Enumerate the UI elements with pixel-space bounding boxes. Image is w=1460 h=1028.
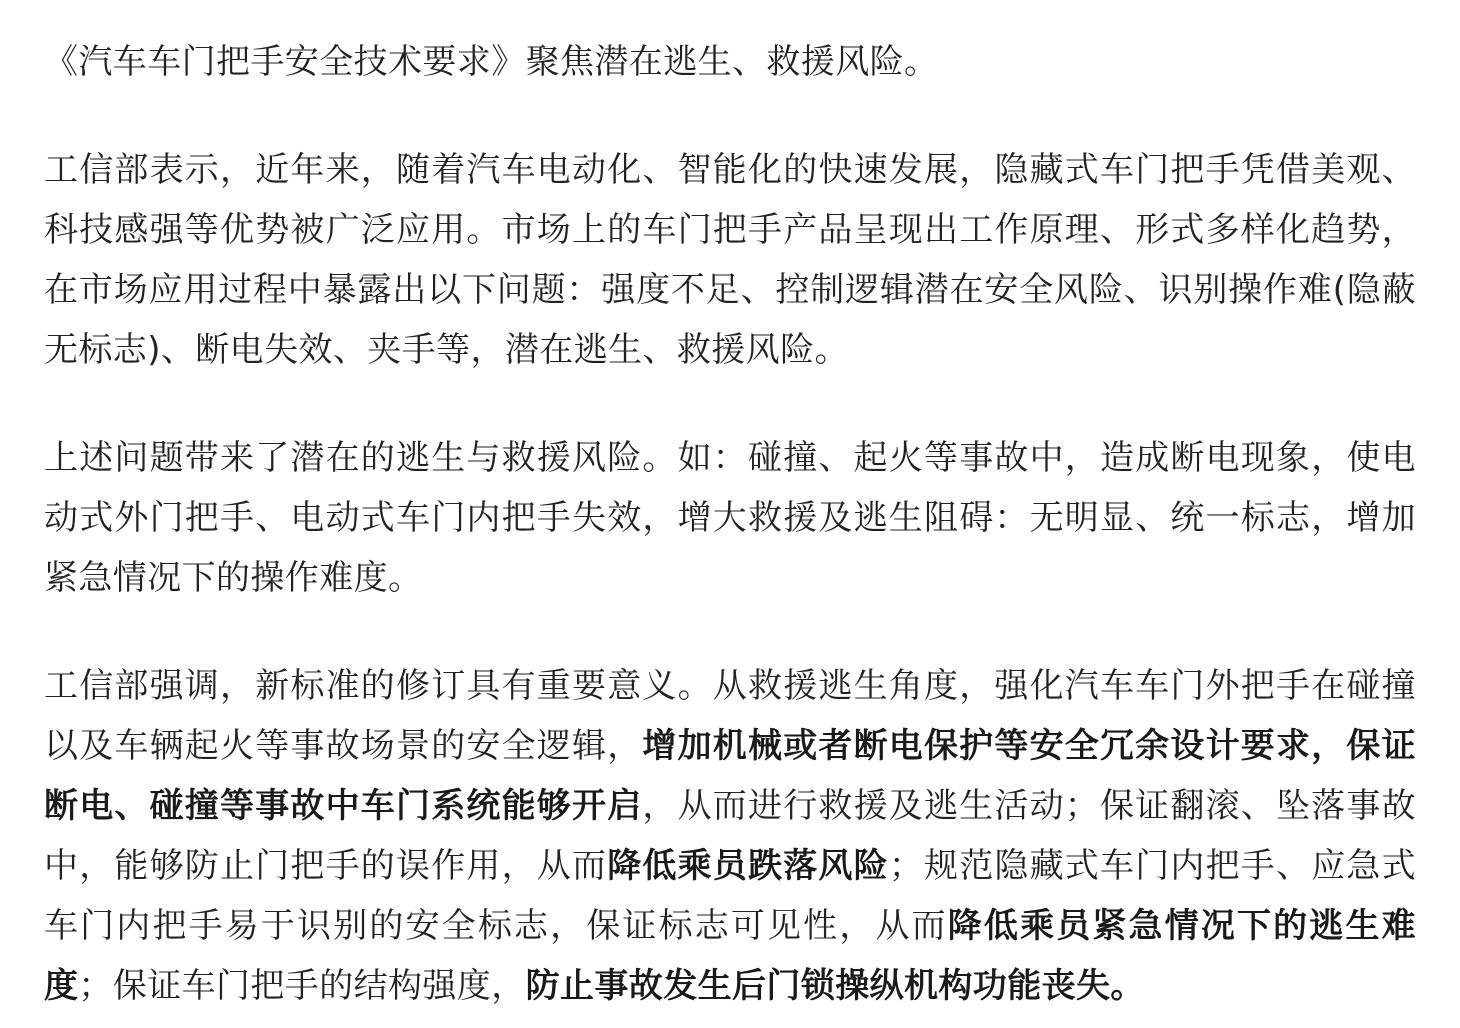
paragraph-text: ；规范隐藏式车门内把手、应急式车门内把手易于识别的安全标志，保证标志可见性，从而 [44, 846, 1417, 946]
bold-emphasis-redundancy: 增加机械或者断电保护等安全冗余设计要求，保证断电、碰撞等事故中车门系统能够开启 [44, 726, 1416, 826]
paragraph-text: 上述问题带来了潜在的逃生与救援风险。如：碰撞、起火等事故中，造成断电现象，使电动式外门把手、电动式车门内把手失效，增大救援及逃生阻碍：无明显、统一标志，增加紧急情况下的操作难度。 [44, 438, 1416, 598]
article-body [44, 32, 1416, 1016]
paragraph-miit-statement [44, 140, 1416, 380]
paragraph-text: ，从而进行救援及逃生活动；保证翻滚、坠落事故中，能够防止门把手的误作用，从而 [44, 786, 1416, 886]
paragraph-text: 工信部强调，新标准的修订具有重要意义。从救援逃生角度，强化汽车车门外把手在碰撞以及车辆起火等事故场景的安全逻辑， [44, 666, 1416, 766]
paragraph-text: 《汽车车门把手安全技术要求》聚焦潜在逃生、救援风险。 [44, 42, 939, 82]
paragraph-standard-significance [44, 656, 1416, 1016]
bold-emphasis-escape-difficulty: 降低乘员紧急情况下的逃生难度 [44, 906, 1416, 1006]
paragraph-standard-title [44, 32, 1416, 92]
paragraph-text: ；保证车门把手的结构强度， [78, 966, 526, 1006]
bold-emphasis-fall-risk: 降低乘员跌落风险 [607, 846, 889, 886]
paragraph-text: 工信部表示，近年来，随着汽车电动化、智能化的快速发展，隐藏式车门把手凭借美观、科技感强等优势被广泛应用。市场上的车门把手产品呈现出工作原理、形式多样化趋势，在市场应用过程中暴露出以下问题：强度不足、控制逻辑潜在安全风险、识别操作难(隐蔽无标志)、断电失效、夹手等，潜在逃生、救援风险。 [44, 150, 1416, 370]
bold-emphasis-lock-function: 防止事故发生后门锁操纵机构功能丧失。 [525, 966, 1145, 1006]
paragraph-risk-description [44, 428, 1416, 608]
